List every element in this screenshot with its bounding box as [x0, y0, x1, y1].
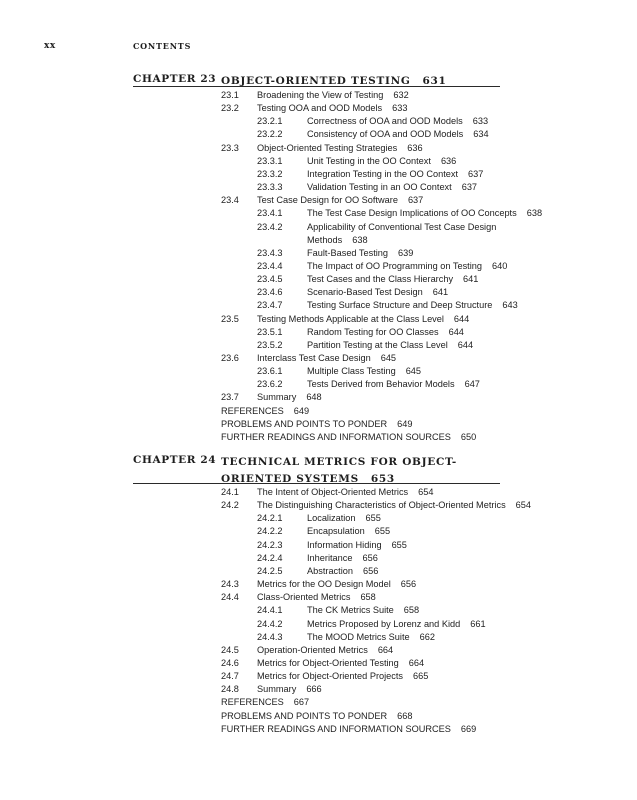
section-title: Broadening the View of Testing [257, 90, 384, 100]
toc-entry [0, 631, 637, 644]
toc-entry [0, 723, 637, 736]
section-title-group [257, 142, 423, 155]
section-title-group [307, 378, 480, 391]
page-number: xx [44, 41, 56, 51]
section-title-group [307, 299, 518, 312]
toc-entry [0, 365, 637, 378]
page-ref: 658 [403, 605, 420, 616]
section-title-group [307, 247, 413, 260]
section-title: Metrics for the OO Design Model [257, 579, 391, 590]
toc-entry [0, 326, 637, 339]
toc-entry [0, 431, 637, 444]
section-number: 24.1 [221, 487, 239, 497]
toc-entry [0, 181, 637, 194]
section-title-group [257, 591, 376, 604]
page-ref: 667 [293, 697, 310, 708]
section-title: Validation Testing in an OO Context [307, 182, 452, 193]
toc-entry [0, 247, 637, 260]
section-title: The MOOD Metrics Suite [307, 631, 410, 642]
section-number: 23.3.1 [257, 155, 283, 166]
section-number: 23.5 [221, 313, 239, 324]
toc-entry [0, 670, 637, 683]
page-ref: 637 [407, 195, 424, 206]
section-title: Metrics Proposed by Lorenz and Kidd [307, 618, 461, 629]
toc-entry [0, 260, 637, 273]
page-ref: 656 [400, 579, 417, 590]
page-ref: 661 [470, 618, 486, 629]
section-title-group [221, 405, 309, 418]
section-title-group [307, 631, 435, 644]
section-title: Testing Surface Structure and Deep Structure [307, 300, 493, 311]
section-number: 24.5 [221, 644, 239, 655]
toc-entry [0, 657, 637, 670]
section-number: 24.2.5 [257, 565, 283, 576]
section-title: Test Cases and the Class Hierarchy [307, 274, 454, 285]
section-number: 23.3.2 [257, 168, 283, 179]
section-title: REFERENCES [221, 697, 284, 708]
section-number: 23.3 [221, 142, 239, 153]
page-ref: 655 [365, 513, 381, 524]
section-title-group [257, 313, 469, 326]
page-ref: 647 [464, 379, 480, 390]
section-number: 24.8 [221, 684, 239, 695]
section-title: Class-Oriented Metrics [257, 592, 351, 603]
page-ref: 636 [407, 142, 423, 153]
toc-entry [0, 128, 637, 141]
page-ref: 638 [526, 208, 543, 219]
page-ref: 664 [377, 644, 394, 655]
page-ref: 641 [432, 287, 449, 298]
section-title-group [307, 525, 390, 538]
toc-entry [0, 405, 637, 418]
section-number: 23.4.3 [257, 247, 283, 258]
section-number: 23.6 [221, 353, 239, 363]
section-title-group [307, 155, 456, 168]
section-number: 23.4.7 [257, 300, 283, 311]
section-title: Consistency of OOA and OOD Models [307, 129, 464, 140]
section-number: 24.4.3 [257, 631, 283, 642]
section-title-group [257, 391, 322, 404]
section-number: 23.6.1 [257, 366, 283, 377]
section-title: Tests Derived from Behavior Models [307, 379, 455, 390]
section-title: Summary [257, 392, 297, 403]
section-number: 23.7 [221, 392, 239, 403]
page-ref: 649 [397, 418, 413, 429]
section-title-group [257, 578, 416, 591]
page-ref: 641 [463, 274, 479, 285]
section-title: The CK Metrics Suite [307, 605, 394, 616]
section-number: 23.4.6 [257, 287, 283, 298]
section-number: 24.2 [221, 500, 239, 511]
toc-entry [0, 142, 637, 155]
page-ref: 662 [419, 631, 435, 642]
section-title: PROBLEMS AND POINTS TO PONDER [221, 418, 388, 429]
page-ref: 668 [397, 710, 413, 721]
section-title-group [221, 696, 309, 709]
section-title-group [307, 565, 378, 578]
section-number: 23.1 [221, 90, 239, 100]
section-title: Correctness of OOA and OOD Models [307, 116, 463, 127]
section-title: Testing Methods Applicable at the Class Level [257, 313, 444, 324]
section-title: FURTHER READINGS AND INFORMATION SOURCES [221, 431, 451, 442]
section-title-group [257, 670, 428, 683]
page-ref: 656 [362, 565, 379, 576]
section-title-group [307, 326, 464, 339]
section-title: Metrics for Object-Oriented Testing [257, 657, 399, 668]
section-title-group [307, 339, 473, 352]
section-title: Multiple Class Testing [307, 366, 396, 377]
page-ref: 666 [306, 684, 322, 695]
page-ref: 640 [491, 260, 508, 271]
toc-entry [0, 194, 637, 207]
section-title: The Test Case Design Implications of OO Concepts [307, 208, 517, 219]
section-title-group [257, 486, 434, 499]
page-ref: 645 [405, 366, 422, 377]
section-title: Summary [257, 684, 297, 695]
section-title-group [307, 128, 489, 141]
section-title: The Distinguishing Characteristics of Object-Oriented Metrics [257, 500, 506, 511]
page-ref: 637 [468, 168, 484, 179]
toc-entry [0, 499, 637, 512]
section-number: 24.4 [221, 592, 239, 603]
section-number: 23.2 [221, 103, 239, 114]
toc-entry [0, 313, 637, 326]
section-title-group [257, 89, 409, 102]
running-head-title: CONTENTS [133, 41, 192, 51]
section-title: The Impact of OO Programming on Testing [307, 260, 482, 271]
section-title: Inheritance [307, 552, 353, 563]
toc-entry [0, 221, 637, 234]
section-number: 24.2.2 [257, 526, 283, 537]
chapter-title-text: OBJECT-ORIENTED TESTING [221, 75, 411, 87]
section-number: 23.2.1 [257, 116, 283, 127]
section-number: 23.4.2 [257, 221, 283, 232]
section-title-group [307, 365, 421, 378]
toc-entry [0, 552, 637, 565]
chapter-page: 631 [422, 75, 447, 87]
section-number: 24.4.2 [257, 618, 283, 629]
section-title: FURTHER READINGS AND INFORMATION SOURCES [221, 723, 451, 734]
section-title: Fault-Based Testing [307, 247, 389, 258]
section-title-group [307, 552, 378, 565]
section-title: Abstraction [307, 565, 353, 576]
page-ref: 639 [398, 247, 414, 258]
page-ref: 665 [413, 671, 429, 682]
section-title-group [307, 181, 477, 194]
page-ref: 644 [457, 339, 474, 350]
toc-entry [0, 286, 637, 299]
page-ref: 656 [362, 552, 378, 563]
section-number: 24.4.1 [257, 605, 283, 616]
section-title: Object-Oriented Testing Strategies [257, 142, 398, 153]
page-ref: 658 [360, 592, 376, 603]
section-number: 24.6 [221, 657, 239, 668]
chapter-rule [133, 483, 500, 484]
toc-entry [0, 299, 637, 312]
toc-entry [0, 486, 637, 499]
chapter-label: CHAPTER 24 [133, 454, 217, 466]
section-number: 23.4.1 [257, 208, 283, 219]
section-title-group [257, 102, 407, 115]
toc-entry [0, 512, 637, 525]
page-ref: 634 [473, 129, 489, 140]
page-ref: 633 [472, 116, 489, 127]
toc-entry [0, 696, 637, 709]
section-title-group [307, 512, 381, 525]
section-title-group [257, 194, 423, 207]
section-title-group [307, 260, 507, 273]
section-title: Information Hiding [307, 539, 382, 550]
toc-entry [0, 683, 637, 696]
page-ref: 633 [392, 103, 408, 114]
section-title: Applicability of Conventional Test Case Design [307, 221, 497, 232]
chapter-page: 653 [370, 473, 395, 485]
section-number: 23.4.5 [257, 274, 283, 285]
section-title-group [307, 273, 478, 286]
toc-entry [0, 618, 637, 631]
section-title-group [221, 710, 412, 723]
page-ref: 645 [380, 353, 397, 363]
page-ref: 644 [448, 326, 464, 337]
toc-entry [0, 391, 637, 404]
section-title: Random Testing for OO Classes [307, 326, 439, 337]
toc-entry [0, 378, 637, 391]
section-number: 23.6.2 [257, 379, 283, 390]
toc-entry [0, 525, 637, 538]
toc-entry [0, 102, 637, 115]
section-title-group [307, 234, 368, 247]
section-number: 24.3 [221, 579, 239, 590]
section-title-group [221, 723, 476, 736]
toc-entry [0, 539, 637, 552]
section-title: Test Case Design for OO Software [257, 195, 398, 206]
page-ref: 664 [408, 657, 425, 668]
toc-entry [0, 591, 637, 604]
section-title: Partition Testing at the Class Level [307, 339, 448, 350]
section-title-group [257, 657, 424, 670]
toc-entry [0, 565, 637, 578]
section-number: 23.5.1 [257, 326, 283, 337]
toc-entry [0, 89, 637, 102]
section-title: Operation-Oriented Metrics [257, 644, 368, 655]
section-title: Integration Testing in the OO Context [307, 168, 458, 179]
toc-entry [0, 207, 637, 220]
chapter-label: CHAPTER 23 [133, 73, 217, 85]
chapter-rule [133, 86, 500, 87]
toc-entry [0, 273, 637, 286]
chapter-title [221, 73, 521, 90]
section-title-group [307, 618, 486, 631]
toc-entry [0, 710, 637, 723]
page-ref: 669 [460, 723, 477, 734]
page-ref: 632 [393, 90, 409, 100]
section-title: Testing OOA and OOD Models [257, 103, 383, 114]
section-title: Interclass Test Case Design [257, 353, 371, 363]
section-title-group [257, 644, 393, 657]
page-ref: 655 [391, 539, 407, 550]
section-title-group [307, 286, 448, 299]
section-number: 23.5.2 [257, 339, 283, 350]
page-ref: 654 [515, 500, 532, 511]
page-ref: 643 [502, 300, 518, 311]
section-title: Metrics for Object-Oriented Projects [257, 671, 404, 682]
section-title: Methods [307, 234, 343, 245]
toc-entry [0, 604, 637, 617]
section-title-group [307, 207, 542, 220]
section-title-group [257, 683, 322, 696]
section-title-group [257, 352, 396, 365]
section-title-group [221, 431, 476, 444]
section-number: 23.3.3 [257, 182, 283, 193]
toc-entry [0, 234, 637, 247]
section-title-group [307, 115, 488, 128]
section-title: REFERENCES [221, 405, 284, 416]
section-number: 24.2.3 [257, 539, 283, 550]
page-ref: 650 [460, 431, 477, 442]
chapter-title-text: TECHNICAL METRICS FOR OBJECT-ORIENTED SYSTEMS [221, 456, 457, 485]
toc-entry [0, 352, 637, 365]
running-head [0, 41, 637, 55]
section-number: 24.7 [221, 671, 239, 682]
section-title-group [307, 168, 483, 181]
section-title-group [307, 221, 496, 234]
section-title-group [257, 499, 531, 512]
page-ref: 649 [293, 405, 310, 416]
section-title: PROBLEMS AND POINTS TO PONDER [221, 710, 388, 721]
toc-entry [0, 168, 637, 181]
toc-entry [0, 115, 637, 128]
page-ref: 654 [418, 487, 434, 497]
page-ref: 636 [440, 155, 457, 166]
section-title: Unit Testing in the OO Context [307, 155, 431, 166]
section-title: Scenario-Based Test Design [307, 287, 423, 298]
toc-entry [0, 339, 637, 352]
section-title: Localization [307, 513, 356, 524]
section-number: 24.2.4 [257, 552, 283, 563]
page-ref: 648 [306, 392, 322, 403]
section-title-group [307, 539, 407, 552]
section-number: 23.4.4 [257, 260, 283, 271]
toc-entry [0, 644, 637, 657]
toc-entry [0, 155, 637, 168]
toc-entry [0, 578, 637, 591]
section-title: Encapsulation [307, 526, 365, 537]
section-title: The Intent of Object-Oriented Metrics [257, 487, 409, 497]
toc-entry [0, 418, 637, 431]
page-ref: 644 [453, 313, 470, 324]
section-title-group [221, 418, 412, 431]
page-ref: 655 [374, 526, 391, 537]
section-number: 24.2.1 [257, 513, 283, 524]
section-number: 23.2.2 [257, 129, 283, 140]
page-ref: 637 [461, 182, 478, 193]
page-ref: 638 [352, 234, 368, 245]
section-number: 23.4 [221, 195, 239, 206]
section-title-group [307, 604, 419, 617]
